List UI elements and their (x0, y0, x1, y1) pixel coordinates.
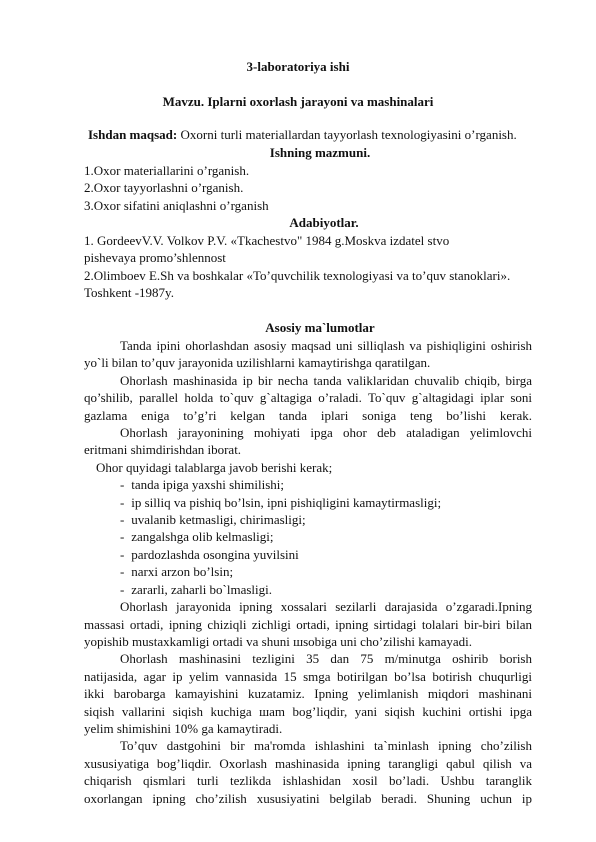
paragraph-line: Tanda ipini ohorlashdan asosiy maqsad uni silliqlash va pishiqligini oshirish (120, 338, 532, 353)
requirement-item: - uvalanib ketmasligi, chirimasligi; (120, 512, 306, 528)
content-heading: Ishning mazmuni. (269, 145, 371, 160)
requirement-item: - ip silliq va pishiq bo’lsin, ipni pishiqligini kamaytirmasligi; (120, 494, 442, 510)
paragraph-line: yo`li bilan to’quv jarayonida uzilishlarni kamaytirishga qaratilgan. (84, 355, 431, 371)
literature-list (84, 232, 532, 302)
paragraph-line: ikki barobarga kamayishini kuzatamiz. Ipning yelimlanish miqdori mashinani (84, 686, 532, 702)
goal-line (88, 126, 548, 143)
requirement-item: - narxi arzon bo’lsin; (120, 564, 234, 580)
paragraph-line: oxorlangan ipning cho’zilish xususiyatini belgilab beradi. Shuning uchun ip (84, 790, 532, 806)
literature-line: 2.Olimboev E.Sh va boshkalar «To’quvchilik texnologiyasi va to’quv stanoklari». (84, 267, 511, 283)
subject-heading: Mavzu. Iplarni oxorlash jarayoni va mashinalari (162, 94, 434, 109)
paragraph-line: eritmani shimdirishdan iborat. (84, 442, 242, 458)
requirements-intro: Ohor quyidagi talablarga javob berishi kerak; (96, 459, 333, 475)
paragraph-line: yopishib mustaxkamligi ortadi va shuni шsobiga uni cho’zilishi kamayadi. (84, 633, 473, 649)
goal-text: Oxorni turli materiallardan tayyorlash texnologiyasini o’rganish. (177, 127, 517, 142)
paragraph-line: massasi ortadi, ipning chiziqli zichligi ortadi, ipning sirtidagi tolalari bir-biri bilan (84, 616, 532, 632)
paragraph-line: Ohorlash mashinasini tezligini 35 dan 75 m/minutga oshirib borish (120, 651, 532, 667)
paragraph-line: To’quv dastgohini bir ma'romda ishlashini ta`minlash ipning cho’zilish (120, 738, 532, 754)
requirement-item: - tanda ipiga yaxshi shimilishi; (120, 477, 284, 493)
lab-title: 3-laboratoriya ishi (246, 59, 350, 74)
literature-line: 1. GordeevV.V. Volkov P.V. «Tkachestvo" 1984 g.Moskva izdatel stvo (84, 233, 450, 248)
main-text (84, 337, 532, 807)
content-item: 2.Oxor tayyorlashni o’rganish. (84, 180, 244, 196)
paragraph-line: gazlama eniga to’g’ri kelgan tanda iplari soniga teng bo’lishi kerak. (84, 407, 532, 423)
paragraph-line: Ohorlash jarayonining mohiyati ipga ohor deb ataladigan yelimlovchi (120, 425, 532, 441)
literature-heading: Adabiyotlar. (289, 215, 359, 230)
paragraph-line: yelim shimishini 10% ga kamaytiradi. (84, 720, 283, 736)
paragraph-line: qo’shilib, parallel holda to`quv g`altagiga o’raladi. To`quv g`altagidagi iplar soni (84, 390, 532, 406)
literature-line: Toshkent -1987y. (84, 285, 174, 301)
requirement-item: - zangalshga olib kelmasligi; (120, 529, 274, 545)
literature-line: pishevaya promo’shlennost (84, 250, 226, 266)
paragraph-line: Ohorlash jarayonida ipning xossalari sezilarli darajasida o’zgaradi.Ipning (120, 599, 532, 615)
paragraph-line: xususiyatiga bog’liqdir. Oxorlash mashinasida ipning tarangligi qabul qilish va (84, 755, 532, 771)
content-item: 3.Oxor sifatini aniqlashni o’rganish (84, 197, 269, 213)
paragraph-line: natijasida, agar ip yelim vannasida 15 smga botirilgan bo’lsa botirish chuqurligi (84, 668, 532, 684)
main-heading: Asosiy ma`lumotlar (265, 320, 375, 335)
paragraph-line: Ohorlash mashinasida ip bir necha tanda valiklaridan chuvalib chiqib, birga (120, 372, 532, 388)
content-list (84, 162, 532, 214)
paragraph-line: chiqarish qismlari turli tezlikda ishlashidan xosil bo’ladi. Ushbu taranglik (84, 773, 532, 789)
paragraph-line: siqish vallarini siqish kuchiga шam bog’liqdir, yani siqish kuchini ortishi ipga (84, 703, 532, 719)
requirement-item: - zararli, zaharli bo`lmasligi. (120, 581, 273, 597)
content-item: 1.Oxor materiallarini o’rganish. (84, 163, 250, 178)
goal-label: Ishdan maqsad: (88, 127, 178, 142)
requirement-item: - pardozlashda osongina yuvilsini (120, 546, 299, 562)
